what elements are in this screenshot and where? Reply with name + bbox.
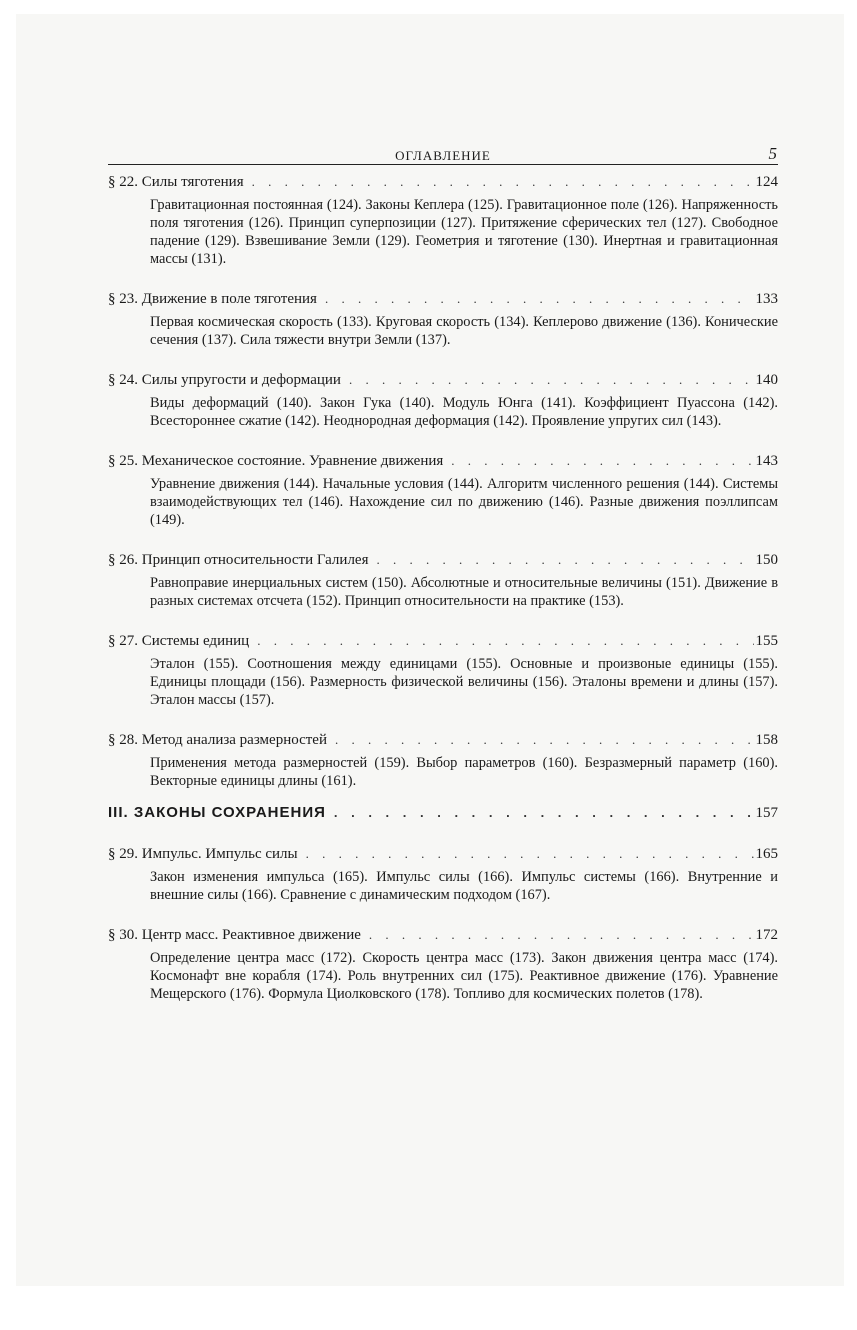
toc-entry-24 — [108, 369, 778, 430]
dot-leader — [334, 802, 754, 823]
dot-leader — [349, 369, 754, 390]
entry-page-number: 165 — [755, 846, 778, 862]
entry-title: § 29. Импульс. Импульс силы — [108, 846, 298, 862]
toc-entry-28 — [108, 729, 778, 790]
entry-page-number: 133 — [755, 291, 778, 307]
entry-title: § 30. Центр масс. Реактивное движение — [108, 927, 361, 943]
dot-leader — [306, 843, 754, 864]
page-title: ОГЛАВЛЕНИЕ — [395, 148, 491, 163]
entry-title: § 24. Силы упругости и деформации — [108, 372, 341, 388]
dot-leader — [257, 630, 753, 651]
running-header — [108, 138, 778, 165]
entry-page-number: 143 — [755, 453, 778, 469]
entry-subtopics: Эталон (155). Соотношения между единицами (155). Основные и произвоные единицы (155). Единицы площади (156). Размерность физической величины (156). Эталоны времени и длины (157). Эталон массы (157). — [150, 656, 778, 708]
entry-title: § 23. Движение в поле тяготения — [108, 291, 317, 307]
entry-page-number: 158 — [755, 732, 778, 748]
entry-subtopics: Равноправие инерциальных систем (150). Абсолютные и относительные величины (151). Движение в разных системах отсчета (152). Принцип относительности на практике (153). — [150, 575, 778, 609]
entry-page-number: 155 — [755, 633, 778, 649]
entry-subtopics: Уравнение движения (144). Начальные условия (144). Алгоритм численного решения (144). Системы взаимодействующих тел (146). Нахождение сил по движению (146). Разные движения поэллипсам (149). — [150, 476, 778, 528]
entry-title: § 27. Системы единиц — [108, 633, 250, 649]
entry-title: § 22. Силы тяготения — [108, 174, 244, 190]
entry-subtopics: Закон изменения импульса (165). Импульс силы (166). Импульс системы (166). Внутренние и внешние силы (166). Сравнение с динамическим подходом (167). — [150, 869, 778, 903]
entry-page-number: 172 — [755, 927, 778, 943]
entry-subtopics: Применения метода размерностей (159). Выбор параметров (160). Безразмерный параметр (160). Векторные единицы длины (161). — [150, 755, 778, 789]
toc-entry-26 — [108, 549, 778, 610]
toc-entry-22 — [108, 171, 778, 268]
entry-page-number: 124 — [755, 174, 778, 190]
dot-leader — [369, 924, 754, 945]
dot-leader — [325, 288, 754, 309]
entry-page-number: 150 — [755, 552, 778, 568]
entry-title: § 28. Метод анализа размерностей — [108, 732, 327, 748]
page-number: 5 — [768, 144, 777, 163]
chapter-title: III. ЗАКОНЫ СОХРАНЕНИЯ — [108, 804, 326, 821]
toc-content — [108, 138, 778, 1003]
toc-entry-27 — [108, 630, 778, 709]
entry-title: § 25. Механическое состояние. Уравнение движения — [108, 453, 444, 469]
toc-entry-23 — [108, 288, 778, 349]
book-page — [16, 14, 844, 1286]
toc-entry-30 — [108, 924, 778, 1003]
dot-leader — [377, 549, 754, 570]
entry-subtopics: Гравитационная постоянная (124). Законы Кеплера (125). Гравитационное поле (126). Напряженность поля тяготения (126). Принцип суперпозиции (127). Притяжение сферических тел (127). Свободное падение (129). Взвешивание Земли (129). Геометрия и тяготение (130). Инертная и гравитационная массы (131). — [150, 197, 778, 267]
entry-subtopics: Определение центра масс (172). Скорость центра масс (173). Закон движения центра масс (174). Космонафт вне корабля (174). Роль внутренних сил (175). Реактивное движение (176). Уравнение Мещерского (176). Формула Циолковского (178). Топливо для космических полетов (178). — [150, 950, 778, 1002]
dot-leader — [335, 729, 754, 750]
toc-chapter-3 — [108, 802, 778, 823]
toc-entry-29 — [108, 843, 778, 904]
entry-subtopics: Первая космическая скорость (133). Круговая скорость (134). Кеплерово движение (136). Конические сечения (137). Сила тяжести внутри Земли (137). — [150, 314, 778, 348]
dot-leader — [451, 450, 753, 471]
entry-subtopics: Виды деформаций (140). Закон Гука (140). Модуль Юнга (141). Коэффициент Пуассона (142). Всестороннее сжатие (142). Неоднородная деформация (142). Проявление упругих сил (143). — [150, 395, 778, 429]
entry-page-number: 157 — [755, 805, 778, 821]
dot-leader — [252, 171, 754, 192]
toc-entry-25 — [108, 450, 778, 529]
entry-page-number: 140 — [755, 372, 778, 388]
entry-title: § 26. Принцип относительности Галилея — [108, 552, 369, 568]
